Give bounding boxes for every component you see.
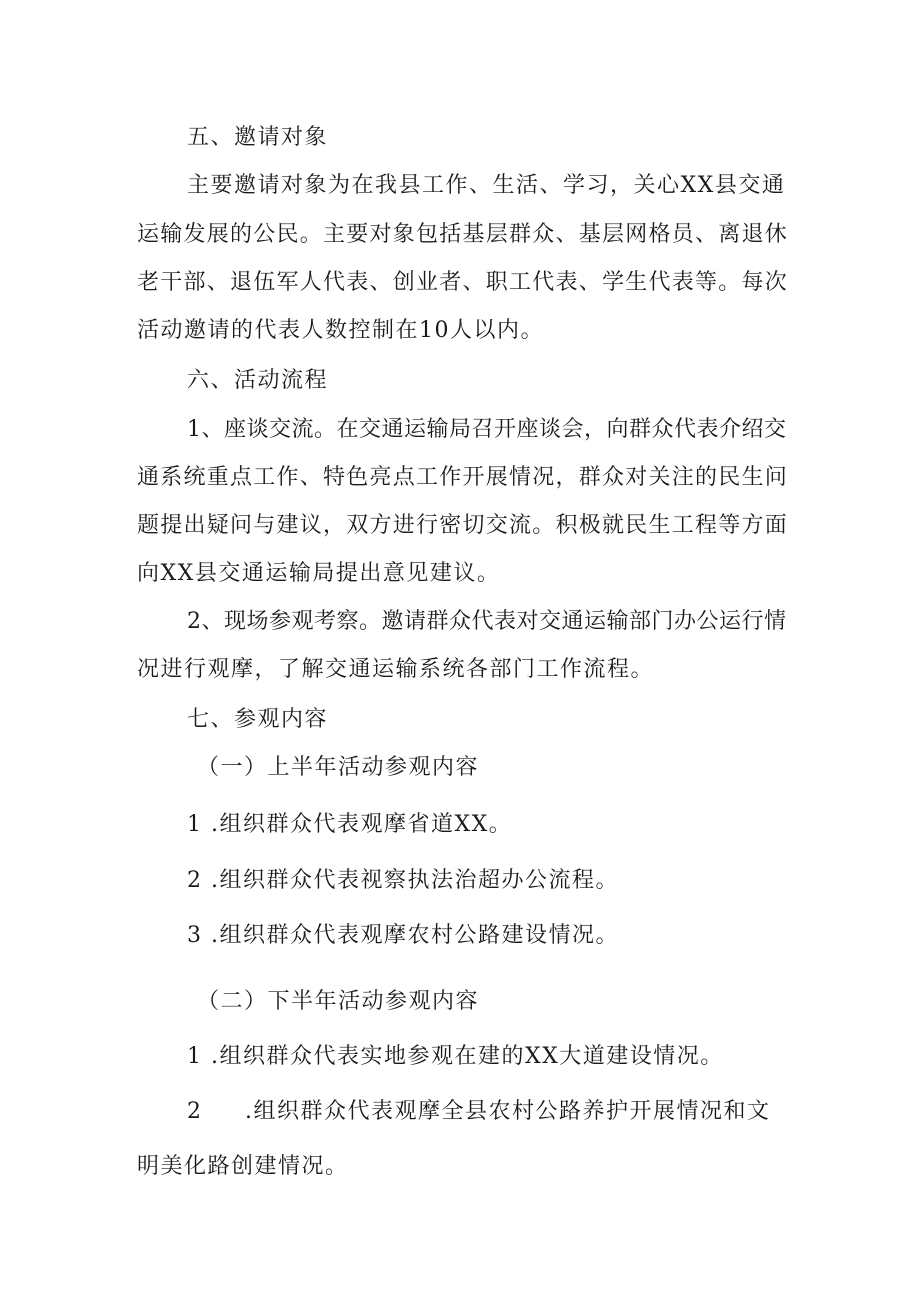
paragraph-line: 1、座谈交流。在交通运输局召开座谈会，向群众代表介绍交 xyxy=(187,417,787,442)
section-heading-process: 六、活动流程 xyxy=(187,368,329,393)
paragraph-line: 况进行观摩，了解交通运输系统各部门工作流程。 xyxy=(137,657,655,682)
paragraph-line: 老干部、退伍军人代表、创业者、职工代表、学生代表等。每次 xyxy=(137,270,789,295)
paragraph-line: 向XX县交通运输局提出意见建议。 xyxy=(137,561,501,586)
subsection-heading-second-half: （二）下半年活动参观内容 xyxy=(197,989,480,1014)
paragraph-line: 通系统重点工作、特色亮点工作开展情况，群众对关注的民生问 xyxy=(137,465,789,490)
paragraph-line: 主要邀请对象为在我县工作、生活、学习，关心XX县交通 xyxy=(187,173,786,198)
list-item: 1 .组织群众代表观摩省道XX。 xyxy=(187,812,513,837)
section-heading-invitees: 五、邀请对象 xyxy=(187,125,329,150)
subsection-heading-first-half: （一）上半年活动参观内容 xyxy=(197,755,480,780)
list-item-number: 2 xyxy=(187,1099,203,1124)
list-item: 1 .组织群众代表实地参观在建的XX大道建设情况。 xyxy=(187,1044,724,1069)
paragraph-line: 运输发展的公民。主要对象包括基层群众、基层网格员、离退休 xyxy=(137,222,789,247)
paragraph-line: 2、现场参观考察。邀请群众代表对交通运输部门办公运行情 xyxy=(187,609,787,634)
list-item-continuation: 明美化路创建情况。 xyxy=(137,1154,349,1179)
list-item: 2 .组织群众代表视察执法治超办公流程。 xyxy=(187,868,619,893)
paragraph-line: 题提出疑问与建议，双方进行密切交流。积极就民生工程等方面 xyxy=(137,513,789,538)
section-heading-visit-content: 七、参观内容 xyxy=(187,707,329,732)
paragraph-line: 活动邀请的代表人数控制在10人以内。 xyxy=(137,318,544,343)
list-item: .组织群众代表观摩全县农村公路养护开展情况和文 xyxy=(245,1099,771,1124)
list-item: 3 .组织群众代表观摩农村公路建设情况。 xyxy=(187,923,619,948)
